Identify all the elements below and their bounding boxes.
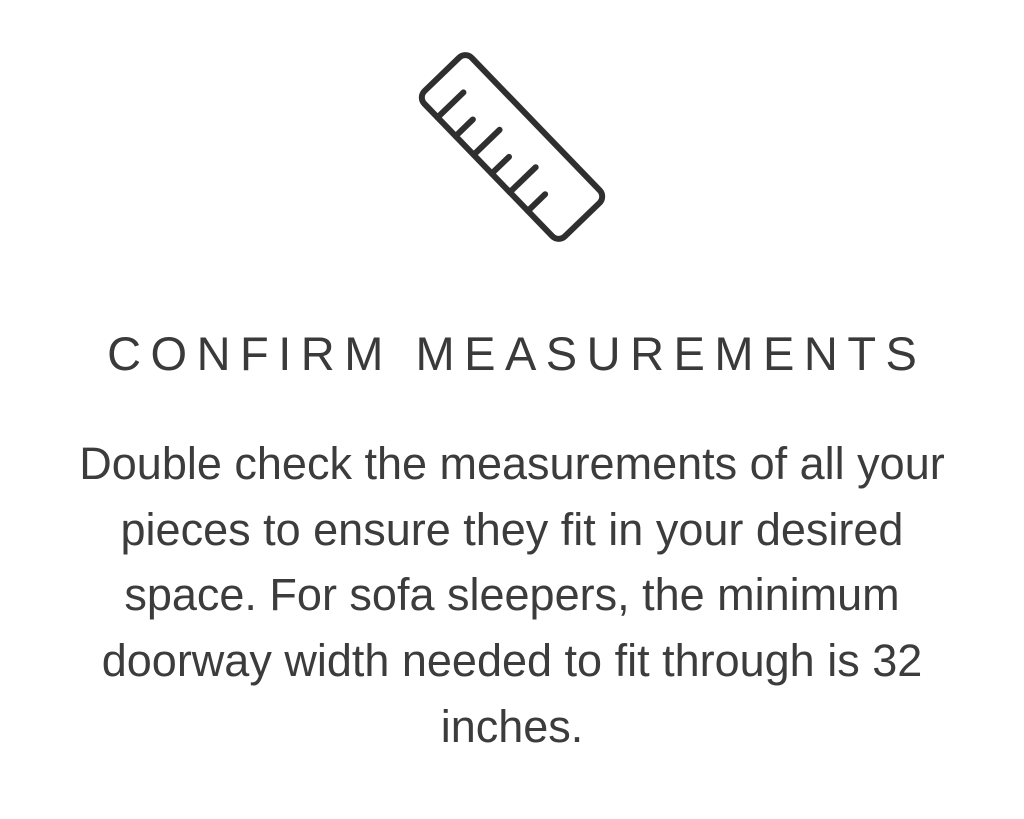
page-title: CONFIRM MEASUREMENTS xyxy=(107,327,927,380)
description-text: Double check the measurements of all your pieces to ensure they fit in your desired space. For sofa sleepers, the minimum doorway width needed to fit through is 32 inches. xyxy=(79,438,945,752)
ruler-icon xyxy=(382,22,642,272)
